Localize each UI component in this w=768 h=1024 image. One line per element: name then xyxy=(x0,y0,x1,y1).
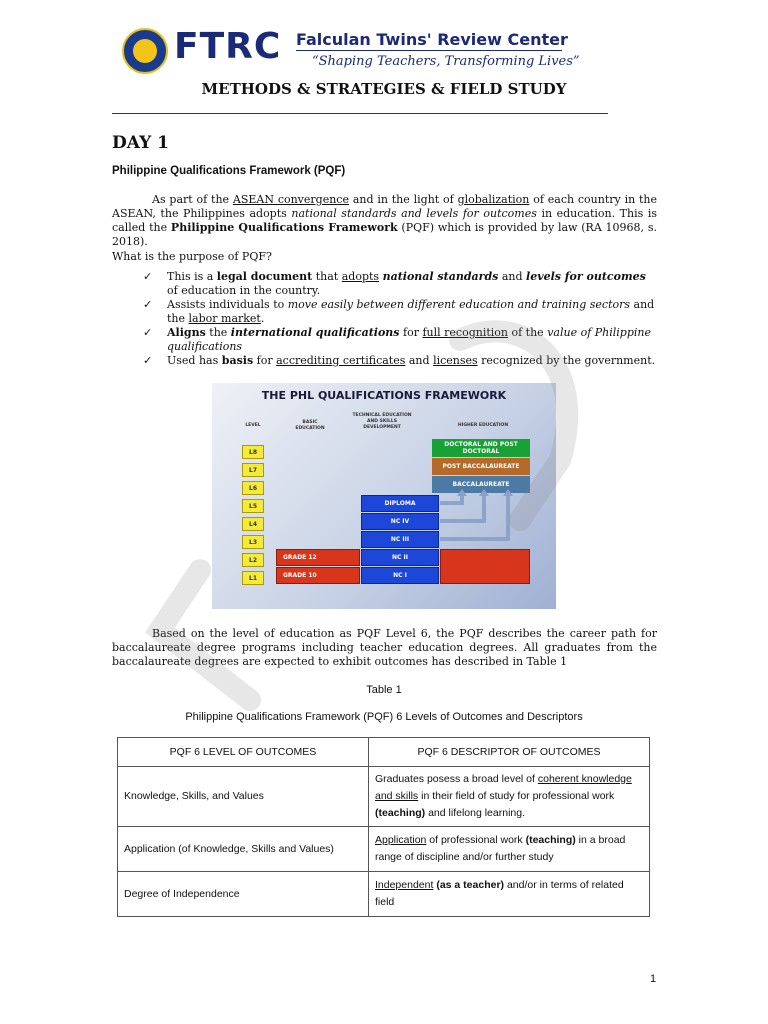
level-box: L8 xyxy=(242,445,264,459)
document-title: METHODS & STRATEGIES & FIELD STUDY xyxy=(201,80,567,98)
brand-divider xyxy=(296,50,562,51)
section-title: Philippine Qualifications Framework (PQF) xyxy=(112,165,346,177)
list-item: ✓ This is a legal document that adopts national standards and levels for outcomes of education in the country. xyxy=(143,270,646,297)
list-item: ✓ Assists individuals to move easily between different education and training sectors and the labor market. xyxy=(143,298,655,325)
table-cell-descriptor: Application of professional work (teaching) in a broad range of discipline and/or further study xyxy=(369,827,650,872)
table-cell-descriptor: Graduates posess a broad level of coherent knowledge and skills in their field of study for professional work (teaching) and lifelong learning. xyxy=(369,767,650,827)
table-cell-level: Knowledge, Skills, and Values xyxy=(118,767,369,827)
higher-post-bacc-box: POST BACCALAUREATE xyxy=(432,458,530,475)
progression-arrows xyxy=(212,383,556,609)
header-rule xyxy=(112,113,608,114)
brand-acronym: FTRC xyxy=(174,26,282,67)
level-box: L5 xyxy=(242,499,264,513)
outcomes-table xyxy=(117,737,650,917)
level-box: L2 xyxy=(242,553,264,567)
checkmark-icon: ✓ xyxy=(143,270,153,283)
table-header-row xyxy=(118,738,650,767)
level-box: L4 xyxy=(242,517,264,531)
higher-bacc-box: BACCALAUREATE xyxy=(432,476,530,493)
brand-tagline: “Shaping Teachers, Transforming Lives” xyxy=(312,54,580,69)
figure-col-higher: HIGHER EDUCATION xyxy=(457,423,509,428)
level-box: L7 xyxy=(242,463,264,477)
checkmark-icon: ✓ xyxy=(143,326,153,339)
brand-name: Falculan Twins' Review Center xyxy=(296,30,568,49)
checkmark-icon: ✓ xyxy=(143,298,153,311)
table-header-cell: PQF 6 DESCRIPTOR OF OUTCOMES xyxy=(369,738,650,767)
day-heading: DAY 1 xyxy=(112,133,169,153)
table-row xyxy=(118,827,650,872)
tech-nc3-box: NC III xyxy=(361,531,439,548)
table-title: Philippine Qualifications Framework (PQF) 6 Levels of Outcomes and Descriptors xyxy=(185,711,583,723)
figure-col-tech: TECHNICAL EDUCATION AND SKILLS DEVELOPMENT xyxy=(352,413,412,430)
table-cell-descriptor: Independent (as a teacher) and/or in terms of related field xyxy=(369,872,650,917)
tech-nc1-box: NC I xyxy=(361,567,439,584)
level-box: L6 xyxy=(242,481,264,495)
table-row xyxy=(118,767,650,827)
pqf-framework-figure xyxy=(212,383,556,609)
list-item: ✓ Aligns the international qualifications for full recognition of the value of Philippine qualifications xyxy=(143,326,651,353)
basic-grade10-box: GRADE 10 xyxy=(276,567,360,584)
table-header-cell: PQF 6 LEVEL OF OUTCOMES xyxy=(118,738,369,767)
list-item: ✓ Used has basis for accrediting certificates and licenses recognized by the government. xyxy=(143,354,656,367)
tech-nc2-box: NC II xyxy=(361,549,439,566)
purpose-question: What is the purpose of PQF? xyxy=(112,250,272,263)
table-label: Table 1 xyxy=(366,684,402,696)
table-row xyxy=(118,872,650,917)
figure-title: THE PHL QUALIFICATIONS FRAMEWORK xyxy=(261,389,507,402)
tech-diploma-box: DIPLOMA xyxy=(361,495,439,512)
intro-paragraph: As part of the ASEAN convergence and in the light of globalization of each country in the ASEAN, the Philippines adopts national standards and levels for outcomes in education. This is called the Philippine Qualifications Framework (PQF) which is provided by law (RA 10968, s. 2018). xyxy=(112,193,658,248)
purpose-list xyxy=(143,270,657,368)
figure-col-basic: BASIC EDUCATION xyxy=(295,420,325,431)
checkmark-icon: ✓ xyxy=(143,354,153,367)
level-box: L3 xyxy=(242,535,264,549)
table-cell-level: Degree of Independence xyxy=(118,872,369,917)
page-number: 1 xyxy=(650,973,657,985)
higher-doctoral-box: DOCTORAL AND POST DOCTORAL xyxy=(432,439,530,457)
table-cell-level: Application (of Knowledge, Skills and Values) xyxy=(118,827,369,872)
ftrc-logo xyxy=(122,28,168,74)
career-path-paragraph: Based on the level of education as PQF Level 6, the PQF describes the career path for baccalaureate degree programs including teacher education degrees. All graduates from the baccalaureate degrees are expected to exhibit outcomes has described in Table 1 xyxy=(112,627,657,668)
level-box: L1 xyxy=(242,571,264,585)
basic-grade12-box: GRADE 12 xyxy=(276,549,360,566)
puzzle-emblem-icon xyxy=(133,39,157,63)
tech-nc4-box: NC IV xyxy=(361,513,439,530)
figure-col-level: LEVEL xyxy=(245,423,261,428)
